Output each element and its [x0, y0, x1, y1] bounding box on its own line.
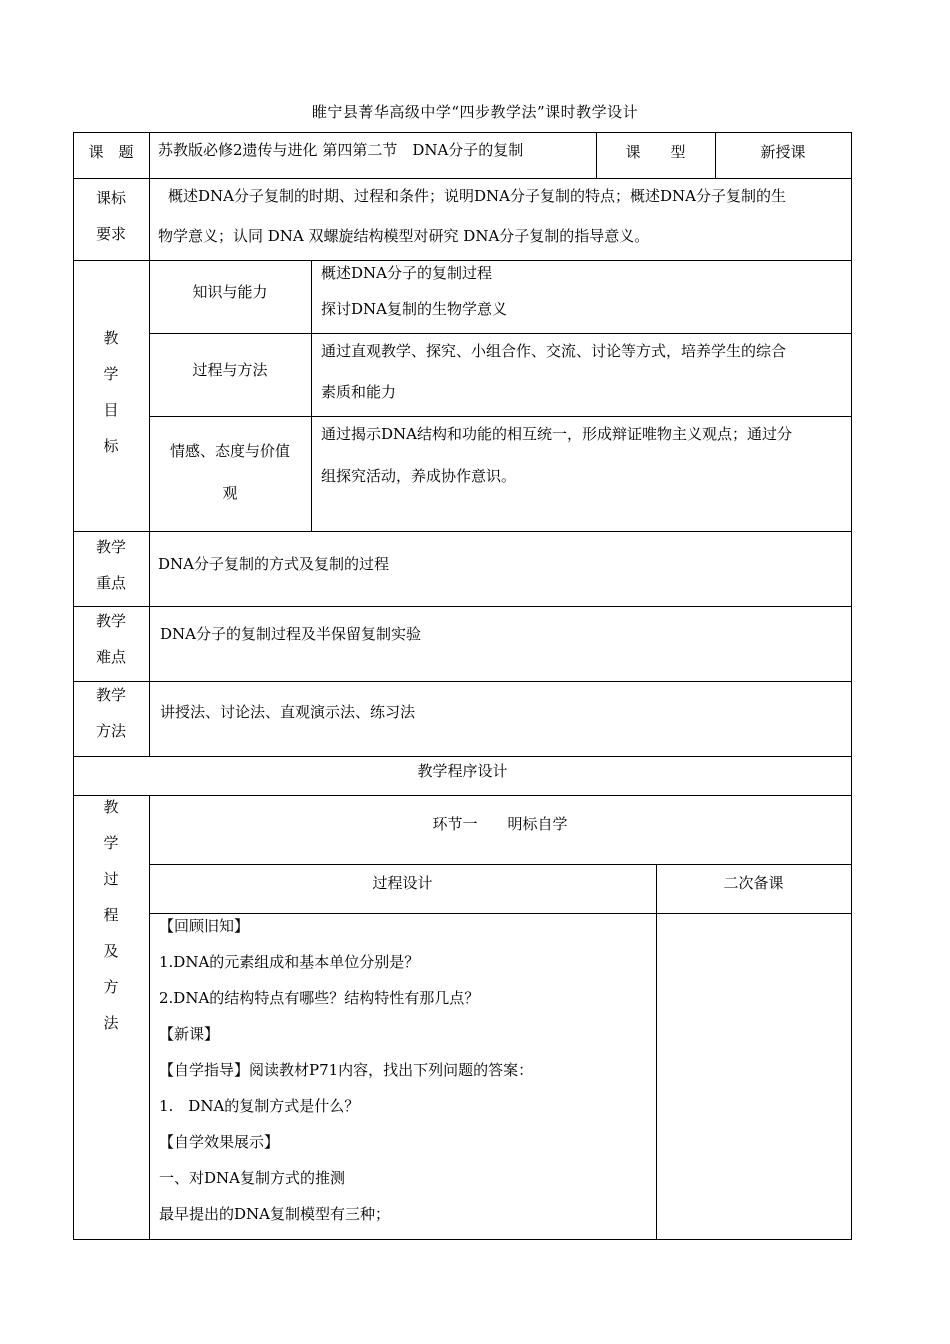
standard-text — [158, 176, 850, 256]
key-point-value: DNA分子复制的方式及复制的过程 — [158, 555, 389, 573]
method-label — [73, 677, 149, 749]
goals-label-char: 教 — [103, 329, 119, 347]
goal-text-process — [321, 331, 851, 413]
stage-title: 环节一 明标自学 — [432, 815, 568, 833]
document-title: 睢宁县菁华高级中学“四步教学法”课时教学设计 — [311, 103, 639, 121]
process-label-char: 法 — [103, 1014, 119, 1032]
key-point-label — [73, 529, 149, 601]
goal-column-divider — [311, 260, 312, 532]
process-line: 【回顾旧知】 — [159, 917, 250, 935]
program-design-title: 教学程序设计 — [417, 762, 508, 780]
goals-label-char: 学 — [103, 365, 119, 383]
topic-label: 课 题 — [88, 143, 134, 161]
process-label-char: 方 — [103, 978, 119, 996]
row-divider — [73, 681, 852, 682]
process-design-header: 过程设计 — [372, 874, 433, 892]
standard-text-line-1: 概述DNA分子复制的时期、过程和条件；说明DNA分子复制的特点；概述DNA分子复制的生 — [168, 187, 786, 205]
goal-name-attitude-line-1: 情感、态度与价值 — [169, 442, 290, 460]
process-line: 【自学指导】阅读教材P71内容，找出下列问题的答案： — [159, 1061, 534, 1079]
goals-label-char: 标 — [103, 437, 119, 455]
difficult-point-label-line-2: 难点 — [95, 648, 126, 666]
topic-value: 苏教版必修2遗传与进化 第四第二节 DNA分子的复制 — [158, 141, 524, 159]
goals-label-char: 目 — [103, 401, 119, 419]
process-line: 【新课】 — [159, 1025, 220, 1043]
process-label-char: 程 — [103, 906, 119, 924]
row-divider — [73, 531, 852, 532]
goal-name-attitude-line-2: 观 — [222, 484, 238, 502]
process-label-char: 及 — [103, 942, 119, 960]
type-value: 新授课 — [760, 143, 806, 161]
goal-line: 组探究活动，养成协作意识。 — [321, 467, 517, 485]
difficult-point-value: DNA分子的复制过程及半保留复制实验 — [160, 625, 421, 643]
process-line: 最早提出的DNA复制模型有三种； — [159, 1205, 390, 1223]
row-divider — [73, 795, 852, 796]
table-border-right — [851, 132, 852, 1240]
goal-line: 概述DNA分子的复制过程 — [321, 264, 492, 282]
difficult-point-label-line-1: 教学 — [95, 612, 126, 630]
process-content — [159, 908, 653, 1232]
key-point-label-line-1: 教学 — [95, 538, 126, 556]
goal-line: 通过直观教学、探究、小组合作、交流、讨论等方式，培养学生的综合 — [321, 342, 787, 360]
goal-name-knowledge: 知识与能力 — [192, 283, 268, 301]
goals-label — [73, 320, 149, 464]
process-line: 一、对DNA复制方式的推测 — [159, 1169, 345, 1187]
row-divider — [73, 606, 852, 607]
second-prep-area[interactable] — [657, 914, 851, 1239]
goal-line: 素质和能力 — [321, 383, 397, 401]
process-line: 1.DNA的元素组成和基本单位分别是？ — [159, 953, 420, 971]
table-border-bottom — [73, 1239, 852, 1240]
goal-line: 通过揭示DNA结构和功能的相互统一，形成辩证唯物主义观点；通过分 — [321, 425, 792, 443]
goal-text-knowledge — [321, 255, 851, 327]
key-point-label-line-2: 重点 — [95, 574, 126, 592]
process-label-char: 学 — [103, 834, 119, 852]
goal-line: 探讨DNA复制的生物学意义 — [321, 300, 507, 318]
process-label — [73, 789, 149, 1041]
process-line: 2.DNA的结构特点有哪些？结构特性有那几点？ — [159, 989, 480, 1007]
standard-label — [73, 180, 149, 252]
second-prep-header: 二次备课 — [723, 874, 784, 892]
standard-label-line-2: 要求 — [95, 225, 126, 243]
goal-name-attitude — [149, 430, 311, 514]
label-column-divider — [149, 795, 150, 1240]
method-label-line-2: 方法 — [95, 722, 126, 740]
method-value: 讲授法、讨论法、直观演示法、练习法 — [160, 703, 416, 721]
goal-text-attitude — [321, 413, 851, 497]
process-label-char: 教 — [103, 798, 119, 816]
standard-text-line-2: 物学意义；认同 DNA 双螺旋结构模型对研究 DNA分子复制的指导意义。 — [158, 227, 650, 245]
difficult-point-label — [73, 603, 149, 675]
goal-name-process: 过程与方法 — [192, 361, 268, 379]
process-label-char: 过 — [103, 870, 119, 888]
process-line: 【自学效果展示】 — [159, 1133, 280, 1151]
standard-label-line-1: 课标 — [95, 189, 126, 207]
type-label: 课 型 — [625, 143, 686, 161]
method-label-line-1: 教学 — [95, 686, 126, 704]
process-line: 1. DNA的复制方式是什么？ — [159, 1097, 360, 1115]
